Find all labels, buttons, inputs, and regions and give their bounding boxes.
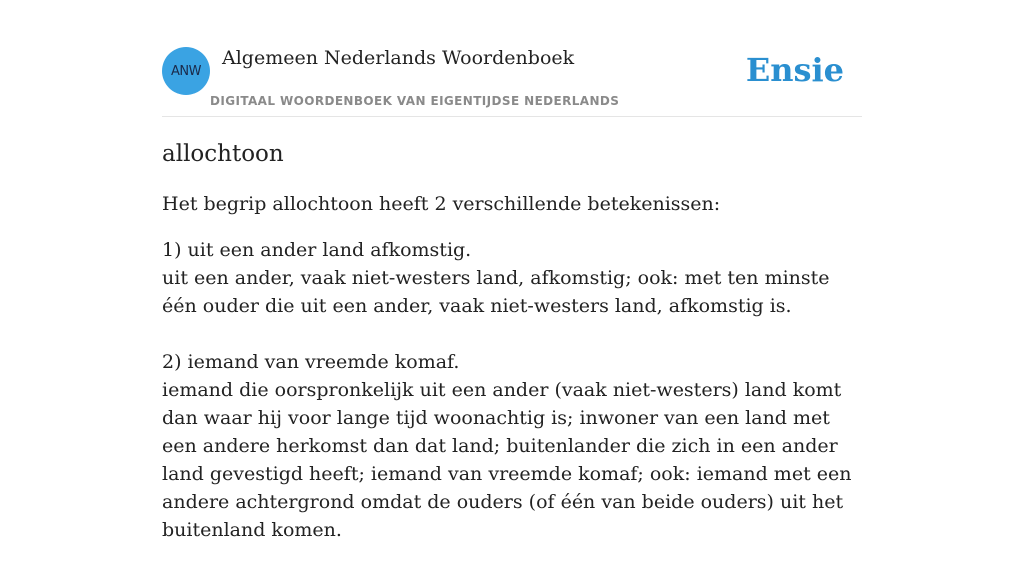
meaning-long: uit een ander, vaak niet-westers land, afkomstig; ook: met ten minste één ouder die uit een ander, vaak niet-westers land, afkomstig is. <box>162 267 830 317</box>
entry-content <box>162 138 862 572</box>
meaning-short: 1) uit een ander land afkomstig. <box>162 239 472 261</box>
meaning-short: 2) iemand van vreemde komaf. <box>162 351 460 373</box>
meaning-long: iemand die oorspronkelijk uit een ander (vaak niet-westers) land komt dan waar hij voor lange tijd woonachtig is; inwoner van een land met een andere herkomst dan dat land; buitenlander die zich in een ander land gevestigd heeft; iemand van vreemde komaf; ook: iemand met een andere achtergrond omdat de ouders (of één van beide ouders) uit het buitenland komen. <box>162 379 852 541</box>
meaning-item <box>162 348 862 544</box>
site-header <box>162 38 862 117</box>
site-title[interactable]: Algemeen Nederlands Woordenboek <box>222 47 575 69</box>
logo-text: ANW <box>171 63 201 79</box>
ensie-brand-link[interactable]: Ensie <box>745 51 844 89</box>
anw-logo[interactable] <box>162 47 210 95</box>
meaning-item <box>162 236 862 320</box>
entry-intro: Het begrip allochtoon heeft 2 verschillende betekenissen: <box>162 193 721 215</box>
site-subtitle: DIGITAAL WOORDENBOEK VAN EIGENTIJDSE NEDERLANDS <box>210 94 620 108</box>
headword: allochtoon <box>162 141 284 167</box>
